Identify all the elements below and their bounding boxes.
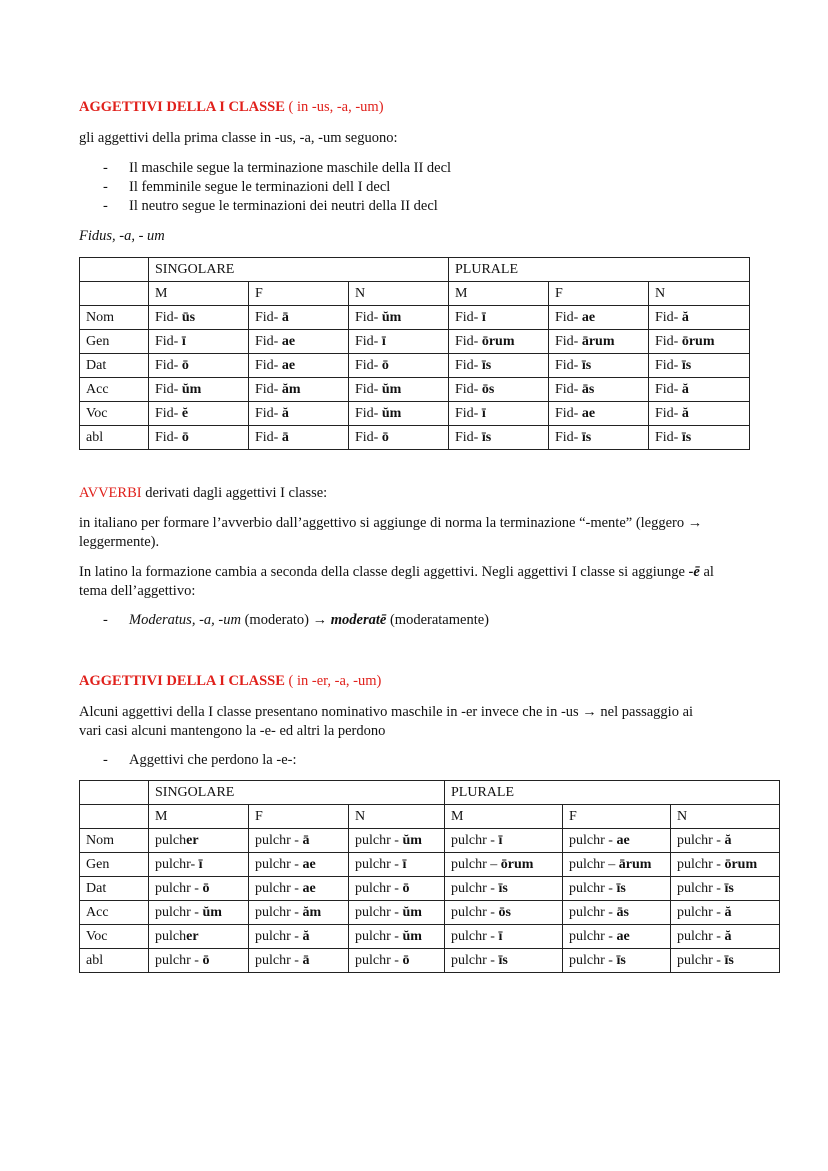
adverbs-paragraph-latin: In latino la formazione cambia a seconda della classe degli aggettivi. Negli aggettivi I classe si aggiunge -ē al tema dell’aggettivo:	[79, 564, 714, 599]
cell-stem: Fid-	[455, 358, 482, 373]
declension-table-pulcher	[79, 780, 780, 973]
cell-ending: ō	[181, 358, 189, 373]
case-label: Voc	[80, 402, 149, 426]
cell-stem: Fid-	[555, 334, 582, 349]
cell-ending: ī	[402, 857, 407, 872]
table-cell	[349, 949, 445, 973]
adverbs-heading-red: AVVERBI	[79, 485, 142, 501]
cell-ending: ūs	[181, 310, 196, 325]
section-heading-title: AGGETTIVI DELLA I CLASSE	[79, 673, 285, 689]
cell-ending: ă	[681, 382, 689, 397]
cell-ending: ă	[681, 310, 689, 325]
gender-header: N	[671, 805, 780, 829]
cell-stem: Fid-	[255, 406, 282, 421]
cell-stem: Fid-	[555, 430, 582, 445]
table-cell	[149, 901, 249, 925]
case-label: Gen	[80, 330, 149, 354]
cell-ending: īs	[681, 430, 692, 445]
cell-stem: Fid-	[455, 406, 482, 421]
table-cell	[649, 402, 750, 426]
table-cell	[149, 378, 249, 402]
section-heading-subtitle: ( in -er, -a, -um)	[288, 673, 382, 689]
table-cell	[449, 330, 549, 354]
table-cell	[249, 901, 349, 925]
gender-header: F	[563, 805, 671, 829]
cell-ending: īs	[681, 358, 692, 373]
empty-header-cell	[80, 805, 149, 829]
list-item: - Il femminile segue le terminazioni dell I decl	[103, 179, 391, 195]
cell-ending: ī	[481, 406, 486, 421]
cell-stem: Fid-	[355, 358, 382, 373]
cell-ending: ŭm	[381, 406, 402, 421]
table-cell	[349, 853, 445, 877]
table-cell	[671, 901, 780, 925]
cell-stem: Fid-	[355, 406, 382, 421]
table-cell	[349, 354, 449, 378]
table-gender-row	[80, 805, 780, 829]
list-item: - Aggettivi che perdono la -e-:	[103, 752, 297, 768]
cell-stem: Fid-	[355, 310, 382, 325]
cell-stem: pulchr -	[155, 953, 203, 968]
cell-ending: ō	[402, 881, 410, 896]
gender-header: N	[349, 282, 449, 306]
case-label: Nom	[80, 306, 149, 330]
cell-stem: pulch	[155, 929, 187, 944]
table-cell	[649, 306, 750, 330]
table-cell	[149, 877, 249, 901]
table-cell	[349, 901, 445, 925]
declension-table-fidus	[79, 257, 750, 450]
case-label: Voc	[80, 925, 149, 949]
cell-ending: er	[186, 833, 199, 848]
cell-ending: ō	[202, 881, 210, 896]
table-row	[80, 877, 780, 901]
table-cell	[549, 378, 649, 402]
table-cell	[445, 925, 563, 949]
group-header-singular: SINGOLARE	[149, 258, 449, 282]
cell-ending: ŭm	[402, 833, 422, 848]
cell-ending: ā	[302, 953, 310, 968]
cell-stem: Fid-	[155, 310, 182, 325]
er-paragraph: Alcuni aggettivi della I classe presentano nominativo maschile in -er invece che in -us → nel passaggio ai vari casi alcuni mantengono la -e- ed altri la perdono	[79, 704, 694, 739]
cell-stem: Fid-	[355, 430, 382, 445]
case-label: abl	[80, 949, 149, 973]
cell-ending: ā	[281, 430, 289, 445]
group-header-plural: PLURALE	[449, 258, 750, 282]
cell-ending: īs	[724, 953, 734, 968]
cell-ending: īs	[581, 358, 592, 373]
table-row	[80, 354, 750, 378]
cell-stem: Fid-	[555, 358, 582, 373]
table-cell	[149, 853, 249, 877]
cell-stem: Fid-	[155, 382, 182, 397]
table-row	[80, 829, 780, 853]
cell-stem: pulchr -	[677, 929, 725, 944]
cell-ending: ae	[581, 310, 596, 325]
list-item: - Il maschile segue la terminazione maschile della II decl	[103, 160, 452, 176]
cell-ending: ī	[481, 310, 486, 325]
table-cell	[671, 853, 780, 877]
cell-ending: ō	[381, 430, 389, 445]
table-row	[80, 426, 750, 450]
cell-ending: ōrum	[481, 334, 515, 349]
cell-stem: pulchr -	[255, 905, 303, 920]
cell-stem: Fid-	[655, 430, 682, 445]
cell-stem: pulchr -	[451, 833, 499, 848]
cell-ending: ī	[498, 833, 503, 848]
table-cell	[671, 877, 780, 901]
gender-header: M	[449, 282, 549, 306]
cell-stem: Fid-	[455, 310, 482, 325]
cell-ending: īs	[616, 953, 626, 968]
table-cell	[563, 877, 671, 901]
cell-stem: Fid-	[455, 430, 482, 445]
table-cell	[149, 426, 249, 450]
cell-ending: īs	[724, 881, 734, 896]
list-item: - Moderatus, -a, -um (moderato) → moderatē (moderatamente)	[103, 612, 489, 628]
cell-stem: pulchr-	[155, 857, 199, 872]
cell-ending: ŭm	[181, 382, 202, 397]
gender-header: F	[249, 805, 349, 829]
cell-ending: ŭm	[402, 905, 422, 920]
case-label: Dat	[80, 877, 149, 901]
cell-stem: pulchr -	[255, 929, 303, 944]
gender-header: N	[349, 805, 445, 829]
gender-header: M	[149, 282, 249, 306]
table-cell	[249, 378, 349, 402]
table-cell	[249, 829, 349, 853]
table-cell	[349, 877, 445, 901]
cell-stem: pulchr -	[677, 953, 725, 968]
list-item: - Il neutro segue le terminazioni dei neutri della II decl	[103, 198, 438, 214]
table-cell	[649, 330, 750, 354]
table-cell	[449, 402, 549, 426]
table-cell	[349, 402, 449, 426]
cell-stem: pulchr -	[451, 881, 499, 896]
table-row	[80, 853, 780, 877]
cell-stem: Fid-	[255, 310, 282, 325]
table-header-row	[80, 781, 780, 805]
cell-ending: ă	[281, 406, 289, 421]
cell-ending: ae	[581, 406, 596, 421]
empty-header-cell	[80, 258, 149, 282]
group-header-singular: SINGOLARE	[149, 781, 445, 805]
er-list	[79, 751, 779, 770]
table-cell	[649, 378, 750, 402]
table-cell	[149, 402, 249, 426]
table-cell	[349, 829, 445, 853]
cell-stem: pulchr -	[255, 833, 303, 848]
cell-ending: ās	[616, 905, 629, 920]
table-cell	[249, 426, 349, 450]
cell-ending: ă	[681, 406, 689, 421]
table-cell	[349, 925, 445, 949]
cell-ending: ō	[402, 953, 410, 968]
cell-stem: pulchr -	[677, 905, 725, 920]
cell-stem: Fid-	[255, 334, 282, 349]
table-cell	[445, 829, 563, 853]
cell-ending: ae	[302, 857, 316, 872]
table-cell	[563, 925, 671, 949]
gender-header: F	[549, 282, 649, 306]
cell-stem: pulchr -	[569, 881, 617, 896]
cell-stem: pulchr -	[451, 953, 499, 968]
cell-stem: pulchr -	[451, 929, 499, 944]
section-heading-us	[79, 99, 384, 116]
gender-header: M	[445, 805, 563, 829]
table-header-row	[80, 258, 750, 282]
table-cell	[671, 829, 780, 853]
table-cell	[149, 949, 249, 973]
cell-ending: ās	[581, 382, 595, 397]
cell-stem: pulchr -	[355, 881, 403, 896]
table-cell	[549, 402, 649, 426]
table-cell	[249, 949, 349, 973]
cell-stem: pulchr –	[569, 857, 619, 872]
table-cell	[149, 330, 249, 354]
table-cell	[149, 925, 249, 949]
cell-stem: Fid-	[155, 358, 182, 373]
cell-ending: ī	[498, 929, 503, 944]
cell-stem: pulchr -	[569, 953, 617, 968]
example-label: Fidus, -a, - um	[79, 228, 165, 244]
cell-ending: ārum	[581, 334, 615, 349]
table-cell	[249, 402, 349, 426]
table-row	[80, 330, 750, 354]
table-cell	[249, 877, 349, 901]
cell-ending: ae	[281, 334, 296, 349]
table-cell	[649, 426, 750, 450]
table-cell	[563, 901, 671, 925]
table-cell	[445, 853, 563, 877]
table-gender-row	[80, 282, 750, 306]
cell-ending: īs	[498, 953, 508, 968]
table-cell	[449, 354, 549, 378]
cell-stem: Fid-	[455, 382, 482, 397]
gender-header: F	[249, 282, 349, 306]
cell-stem: Fid-	[355, 382, 382, 397]
cell-stem: pulchr -	[569, 905, 617, 920]
cell-stem: Fid-	[555, 310, 582, 325]
case-label: abl	[80, 426, 149, 450]
table-cell	[349, 330, 449, 354]
cell-ending: ă	[724, 929, 732, 944]
table-cell	[249, 306, 349, 330]
empty-header-cell	[80, 282, 149, 306]
cell-ending: ōrum	[681, 334, 715, 349]
table-cell	[563, 829, 671, 853]
table-cell	[445, 877, 563, 901]
cell-stem: pulchr -	[155, 905, 203, 920]
table-row	[80, 949, 780, 973]
rules-list	[79, 159, 779, 216]
cell-ending: īs	[498, 881, 508, 896]
adverbs-heading: AVVERBI derivati dagli aggettivi I classe:	[79, 485, 328, 501]
cell-stem: pulch	[155, 833, 187, 848]
table-cell	[349, 378, 449, 402]
table-cell	[563, 949, 671, 973]
table-cell	[349, 426, 449, 450]
cell-ending: ī	[381, 334, 386, 349]
cell-ending: ā	[281, 310, 289, 325]
cell-ending: ăm	[302, 905, 322, 920]
table-cell	[445, 901, 563, 925]
table-cell	[549, 354, 649, 378]
cell-stem: pulchr -	[355, 905, 403, 920]
table-cell	[449, 306, 549, 330]
cell-stem: Fid-	[255, 382, 282, 397]
cell-stem: Fid-	[155, 430, 182, 445]
table-row	[80, 402, 750, 426]
table-cell	[649, 354, 750, 378]
cell-ending: ārum	[618, 857, 652, 872]
table-cell	[149, 306, 249, 330]
table-cell	[549, 426, 649, 450]
adverbs-paragraph-italian: in italiano per formare l’avverbio dall’aggettivo si aggiunge di norma la terminazione “-mente” (leggero → leggermente).	[79, 515, 703, 550]
table-cell	[249, 925, 349, 949]
cell-ending: ae	[302, 881, 316, 896]
cell-ending: ă	[724, 833, 732, 848]
case-label: Gen	[80, 853, 149, 877]
cell-ending: ŭm	[381, 382, 402, 397]
case-label: Acc	[80, 901, 149, 925]
table-cell	[671, 925, 780, 949]
cell-stem: Fid-	[355, 334, 382, 349]
adverb-example	[79, 611, 779, 630]
table-cell	[349, 306, 449, 330]
cell-ending: ă	[724, 905, 732, 920]
cell-ending: ae	[616, 833, 630, 848]
group-header-plural: PLURALE	[445, 781, 780, 805]
cell-ending: ăm	[281, 382, 301, 397]
case-label: Acc	[80, 378, 149, 402]
table-cell	[249, 330, 349, 354]
cell-stem: pulchr -	[355, 857, 403, 872]
cell-ending: er	[186, 929, 199, 944]
cell-stem: Fid-	[255, 358, 282, 373]
cell-ending: ae	[616, 929, 630, 944]
cell-stem: Fid-	[555, 382, 582, 397]
cell-ending: ă	[302, 929, 310, 944]
table-cell	[549, 330, 649, 354]
gender-header: N	[649, 282, 750, 306]
cell-stem: pulchr -	[677, 833, 725, 848]
cell-ending: ī	[198, 857, 203, 872]
cell-ending: īs	[581, 430, 592, 445]
cell-stem: Fid-	[155, 334, 182, 349]
cell-ending: īs	[481, 358, 492, 373]
table-cell	[149, 354, 249, 378]
gender-header: M	[149, 805, 249, 829]
table-cell	[549, 306, 649, 330]
cell-ending: ŭm	[402, 929, 422, 944]
cell-stem: pulchr -	[255, 881, 303, 896]
table-cell	[449, 426, 549, 450]
cell-ending: ōs	[481, 382, 495, 397]
cell-stem: pulchr -	[355, 953, 403, 968]
cell-stem: pulchr -	[255, 953, 303, 968]
table-cell	[249, 354, 349, 378]
section-heading-title: AGGETTIVI DELLA I CLASSE	[79, 99, 285, 115]
intro-text: gli aggettivi della prima classe in -us, -a, -um seguono:	[79, 130, 398, 146]
case-label: Nom	[80, 829, 149, 853]
table-cell	[563, 853, 671, 877]
cell-ending: ī	[181, 334, 186, 349]
cell-stem: Fid-	[655, 358, 682, 373]
table-row	[80, 901, 780, 925]
cell-ending: īs	[616, 881, 626, 896]
cell-stem: Fid-	[555, 406, 582, 421]
table-cell	[671, 949, 780, 973]
cell-stem: pulchr -	[255, 857, 303, 872]
cell-stem: pulchr -	[677, 857, 725, 872]
cell-stem: Fid-	[655, 406, 682, 421]
cell-ending: ō	[202, 953, 210, 968]
cell-stem: pulchr -	[355, 833, 403, 848]
table-row	[80, 378, 750, 402]
cell-ending: ō	[181, 430, 189, 445]
cell-stem: Fid-	[455, 334, 482, 349]
cell-ending: ōs	[498, 905, 511, 920]
cell-stem: Fid-	[155, 406, 182, 421]
table-cell	[249, 853, 349, 877]
cell-ending: ā	[302, 833, 310, 848]
empty-header-cell	[80, 781, 149, 805]
table-row	[80, 306, 750, 330]
cell-ending: ŭm	[202, 905, 222, 920]
cell-stem: pulchr -	[569, 833, 617, 848]
section-heading-subtitle: ( in -us, -a, -um)	[288, 99, 384, 115]
cell-stem: pulchr -	[569, 929, 617, 944]
case-label: Dat	[80, 354, 149, 378]
cell-stem: pulchr -	[451, 905, 499, 920]
cell-stem: pulchr -	[355, 929, 403, 944]
table-cell	[449, 378, 549, 402]
table-cell	[149, 829, 249, 853]
cell-ending: ōrum	[724, 857, 758, 872]
cell-stem: Fid-	[655, 382, 682, 397]
cell-ending: ŭm	[381, 310, 402, 325]
cell-ending: ĕ	[181, 406, 189, 421]
cell-stem: Fid-	[255, 430, 282, 445]
cell-ending: ōrum	[500, 857, 534, 872]
cell-ending: īs	[481, 430, 492, 445]
table-row	[80, 925, 780, 949]
cell-stem: Fid-	[655, 310, 682, 325]
cell-stem: pulchr -	[155, 881, 203, 896]
table-cell	[445, 949, 563, 973]
cell-ending: ae	[281, 358, 296, 373]
cell-stem: pulchr -	[677, 881, 725, 896]
section-heading-er	[79, 673, 381, 690]
cell-ending: ō	[381, 358, 389, 373]
cell-stem: Fid-	[655, 334, 682, 349]
cell-stem: pulchr –	[451, 857, 501, 872]
